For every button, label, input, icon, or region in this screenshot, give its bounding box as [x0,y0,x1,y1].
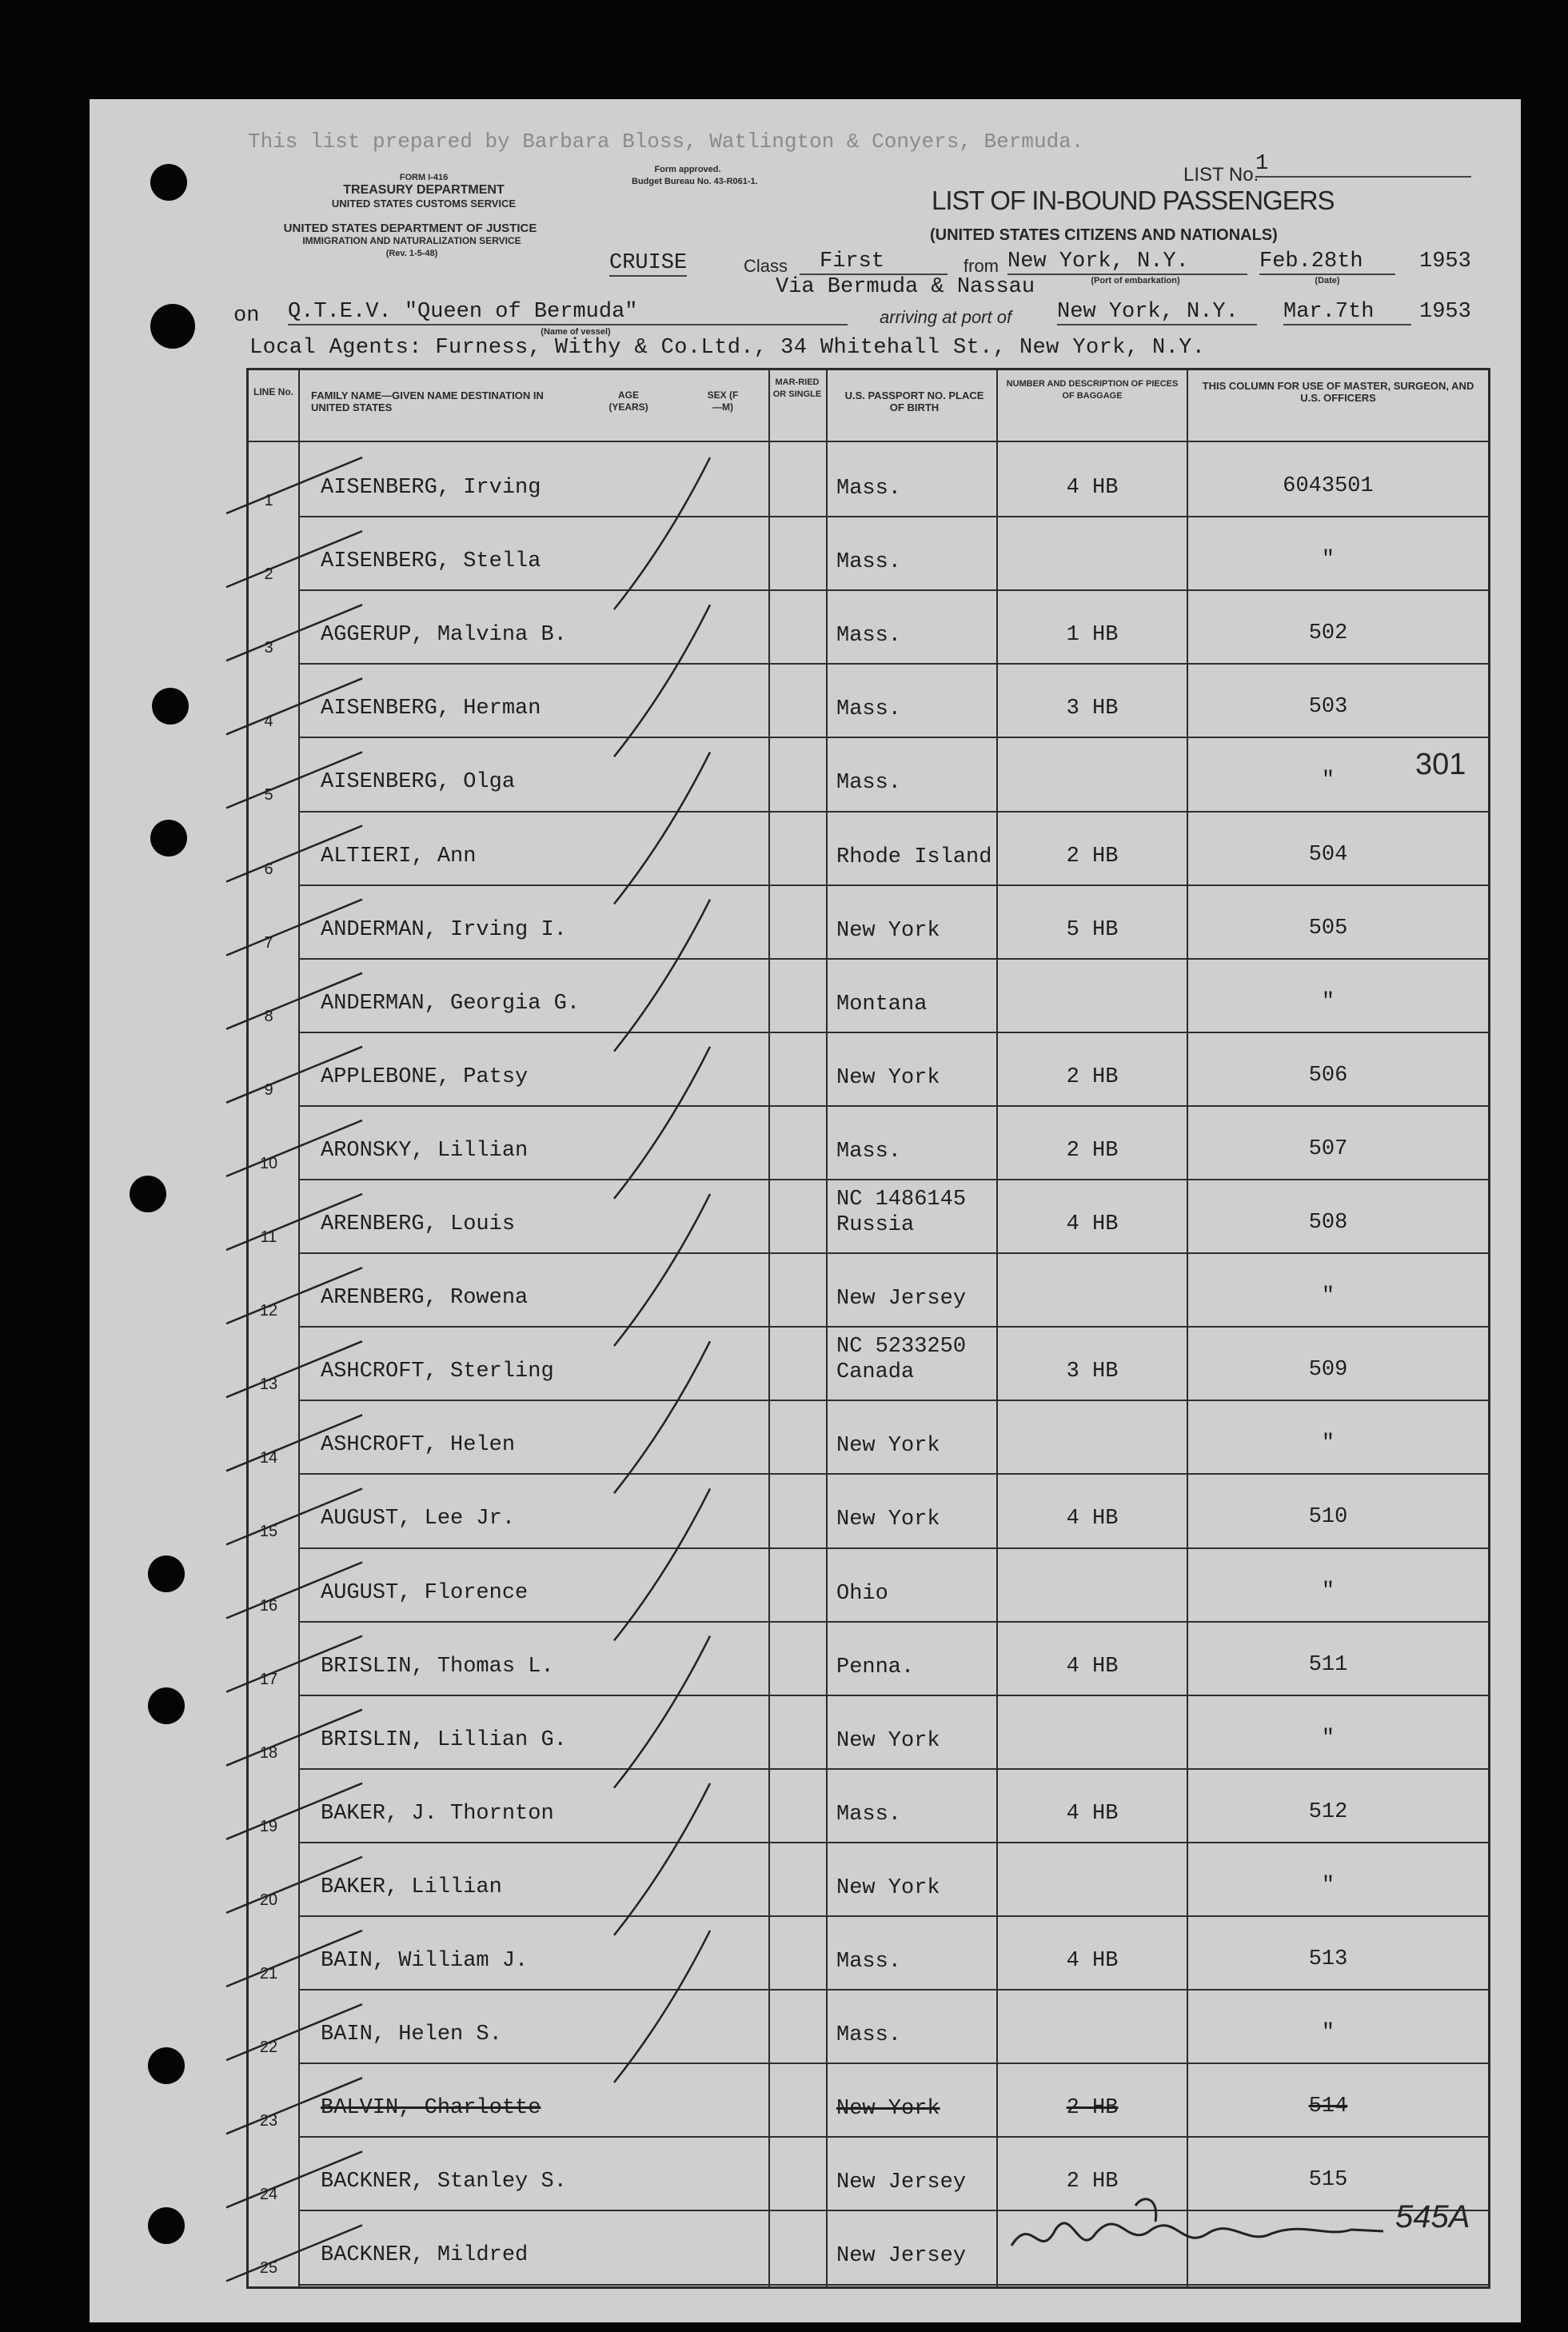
col-age: AGE (YEARS) [608,389,648,413]
check-mark [226,457,362,513]
passenger-name: ARENBERG, Rowena [321,1286,529,1311]
line-number: 9 [264,1080,273,1099]
check-mark [226,531,362,587]
line-number: 15 [259,1523,278,1541]
passenger-name: BRISLIN, Thomas L. [321,1654,554,1679]
officer-number: 505 [1308,916,1348,940]
line-number: 21 [259,1965,278,1983]
family-bracket-mark [614,1931,710,2082]
port-embarkation-caption: (Port of embarkation) [1091,276,1180,286]
line-number: 18 [259,1743,278,1762]
family-bracket-mark [614,1341,710,1493]
check-mark [226,2151,362,2207]
family-bracket-mark [614,752,710,904]
line-number: 6 [264,860,273,878]
check-mark [226,826,362,882]
passenger-name: BALVIN, Charlotte [321,2096,541,2121]
place-of-birth: Mass. [836,2023,902,2048]
officer-number: 502 [1308,621,1348,646]
line-number: 12 [259,1302,278,1320]
place-of-birth: Penna. [836,1655,915,1679]
from-label: from [964,256,999,276]
officer-number: 514 [1308,2094,1348,2119]
vessel-name: Q.T.E.V. "Queen of Bermuda" [288,300,848,325]
baggage-count: 2 HB [1066,2096,1119,2121]
check-mark [226,605,362,661]
budget-bureau: Budget Bureau No. 43-R061-1. [632,177,758,186]
departure-year: 1953 [1419,250,1471,274]
line-number: 19 [259,1817,278,1835]
line-number: 22 [259,2039,278,2057]
passenger-name: BAIN, Helen S. [321,2023,502,2047]
class-value: First [800,250,948,275]
passenger-name: ANDERMAN, Irving I. [321,917,567,942]
col-sex: SEX (F—M) [707,389,739,413]
baggage-count: 4 HB [1066,1654,1119,1679]
check-mark [226,1783,362,1839]
officer-number: 511 [1308,1652,1348,1677]
family-bracket-mark [614,1194,710,1346]
baggage-count: 4 HB [1066,1212,1119,1236]
passenger-name: AISENBERG, Olga [321,770,516,795]
cruise-label: CRUISE [609,251,688,275]
check-mark [226,1415,362,1471]
place-of-birth: New York [836,2097,940,2122]
place-of-birth: New York [836,1728,940,1753]
margin-note: 301 [1415,748,1466,781]
check-mark [226,752,362,808]
place-of-birth: Mass. [836,550,902,575]
baggage-count: 2 HB [1066,1138,1119,1163]
check-mark [226,1931,362,1987]
place-of-birth: New Jersey [836,1287,967,1312]
family-bracket-mark [614,1783,710,1935]
place-of-birth: Mass. [836,771,902,796]
vessel-caption: (Name of vessel) [541,327,611,337]
baggage-count: 4 HB [1066,1507,1119,1531]
list-subtitle: (UNITED STATES CITIZENS AND NATIONALS) [930,226,1278,244]
place-of-birth: NC 1486145 Russia [836,1188,967,1237]
form-number: FORM I-416 [399,173,449,182]
check-mark [226,1194,362,1250]
passenger-name: BRISLIN, Lillian G. [321,1727,567,1752]
check-mark [226,1120,362,1176]
place-of-birth: Ohio [836,1581,888,1606]
check-mark [226,1268,362,1324]
list-number-label: LIST No. [1183,164,1259,186]
arrival-port: New York, N.Y. [1057,300,1257,325]
officer-number: " [1321,1579,1335,1603]
officer-number: " [1321,769,1335,793]
family-bracket-mark [614,457,710,609]
place-of-birth: Mass. [836,1139,902,1164]
line-number: 3 [264,639,273,657]
col-line-no: LINE No. [253,386,293,397]
place-of-birth: New Jersey [836,2170,967,2195]
place-of-birth: New Jersey [836,2244,967,2269]
baggage-count: 2 HB [1066,844,1119,869]
departure-date: Feb.28th [1259,250,1395,275]
place-of-birth: Mass. [836,697,902,722]
officer-number: 507 [1308,1136,1348,1161]
place-of-birth: Montana [836,992,928,1016]
check-mark [226,2004,362,2060]
officer-number: 510 [1308,1505,1348,1530]
passenger-name: ASHCROFT, Helen [321,1433,516,1458]
officer-number: 504 [1308,842,1348,867]
list-title: LIST OF IN-BOUND PASSENGERS [932,186,1335,215]
place-of-birth: Mass. [836,477,902,501]
passenger-name: BACKNER, Stanley S. [321,2170,567,2194]
line-number: 24 [259,2186,278,2204]
passenger-name: BAKER, J. Thornton [321,1801,554,1826]
line-number: 11 [260,1228,277,1246]
via-route: Via Bermuda & Nassau [776,275,1035,299]
department-of-justice: UNITED STATES DEPARTMENT OF JUSTICE [283,222,537,235]
officer-number: 509 [1308,1358,1348,1383]
check-mark [226,1488,362,1544]
family-bracket-mark [614,1636,710,1788]
family-bracket-mark [614,1047,710,1199]
baggage-count: 2 HB [1066,2170,1119,2194]
prepared-by-line: This list prepared by Barbara Bloss, Watlington & Conyers, Bermuda. [248,130,1084,154]
arrival-year: 1953 [1419,300,1471,324]
col-passport: U.S. PASSPORT NO. PLACE OF BIRTH [844,389,984,413]
place-of-birth: New York [836,1434,940,1459]
class-label: Class [744,256,788,276]
line-number: 8 [264,1007,273,1025]
officer-number: 503 [1308,695,1348,720]
passenger-name: AISENBERG, Irving [321,476,541,500]
officer-number: 508 [1308,1211,1348,1235]
check-mark [226,1710,362,1766]
place-of-birth: New York [836,1065,940,1090]
passenger-name: AISENBERG, Stella [321,549,541,574]
baggage-count: 4 HB [1066,1801,1119,1826]
passenger-name: APPLEBONE, Patsy [321,1064,529,1089]
col-name: FAMILY NAME—GIVEN NAME DESTINATION IN UNITED STATES [311,389,544,413]
revision-date: (Rev. 1-5-48) [385,249,438,258]
line-number: 25 [259,2259,278,2278]
check-mark [226,2225,362,2281]
line-number: 4 [264,713,273,731]
line-number: 7 [264,933,273,952]
baggage-count: 4 HB [1066,476,1119,500]
passenger-name: ALTIERI, Ann [321,844,477,869]
place-of-birth: New York [836,1507,940,1532]
place-of-birth: New York [836,918,940,943]
baggage-count: 4 HB [1066,1949,1119,1973]
passenger-name: AUGUST, Lee Jr. [321,1507,516,1531]
passenger-name: BACKNER, Mildred [321,2243,529,2268]
form-approved: Form approved. [654,165,721,174]
line-number: 1 [264,492,273,509]
place-of-birth: New York [836,1875,940,1900]
officer-number: " [1321,1284,1335,1309]
on-label: on [233,304,260,328]
passenger-name: AGGERUP, Malvina B. [321,623,567,648]
place-of-birth: Mass. [836,624,902,649]
arriving-label: arriving at port of [880,307,1012,327]
customs-service: UNITED STATES CUSTOMS SERVICE [331,198,517,210]
treasury-department: TREASURY DEPARTMENT [343,183,505,197]
officer-number: " [1321,548,1335,573]
officer-number: 6043501 [1283,474,1374,498]
check-mark [226,900,362,956]
date-caption: (Date) [1315,276,1340,286]
passenger-name: AUGUST, Florence [321,1580,529,1605]
place-of-birth: Mass. [836,1802,902,1827]
line-number: 2 [264,565,273,584]
line-number: 17 [259,1670,278,1688]
check-mark [226,1563,362,1619]
passenger-name: ASHCROFT, Sterling [321,1360,554,1384]
signature-note: 545A [1395,2199,1470,2234]
line-number: 13 [259,1376,278,1394]
line-number: 14 [259,1449,278,1467]
family-bracket-mark [614,605,710,757]
col-married: MAR-RIED OR SINGLE [772,377,822,399]
passenger-name: ARENBERG, Louis [321,1212,516,1236]
officer-number: " [1321,1432,1335,1456]
col-baggage: NUMBER AND DESCRIPTION OF PIECES OF BAGGAGE [1006,379,1179,401]
place-of-birth: Mass. [836,1950,902,1974]
arrival-date: Mar.7th [1283,300,1411,325]
from-port: New York, N.Y. [1007,250,1247,275]
officer-number: 512 [1308,1799,1348,1824]
passenger-name: ARONSKY, Lillian [321,1138,529,1163]
officer-number: 506 [1308,1063,1348,1088]
officer-number: " [1321,1873,1335,1898]
family-bracket-mark [614,900,710,1052]
officer-number: 515 [1308,2168,1348,2193]
place-of-birth: NC 5233250 Canada [836,1335,967,1385]
local-agents: Local Agents: Furness, Withy & Co.Ltd., 34 Whitehall St., New York, N.Y. [249,336,1206,360]
baggage-count: 2 HB [1066,1064,1119,1089]
list-number-value: 1 [1255,152,1471,178]
baggage-count: 1 HB [1066,623,1119,648]
line-number: 20 [259,1891,278,1909]
check-mark [226,1857,362,1913]
passenger-name: BAKER, Lillian [321,1875,502,1899]
baggage-count: 3 HB [1066,697,1119,721]
line-number: 23 [259,2112,278,2130]
line-number: 16 [259,1596,278,1615]
officer-number: " [1321,2021,1335,2046]
col-officers: THIS COLUMN FOR USE OF MASTER, SURGEON, AND U.S. OFFICERS [1202,380,1474,404]
check-mark [226,678,362,734]
passenger-name: ANDERMAN, Georgia G. [321,991,581,1016]
baggage-count: 5 HB [1066,917,1119,942]
officer-number: " [1321,1726,1335,1751]
check-mark [226,973,362,1029]
line-number: 5 [264,786,273,805]
check-mark [226,1636,362,1692]
immigration-service: IMMIGRATION AND NATURALIZATION SERVICE [302,235,521,246]
family-bracket-mark [614,1488,710,1640]
passenger-name: BAIN, William J. [321,1949,529,1973]
check-mark [226,2078,362,2134]
check-mark [226,1341,362,1397]
baggage-count: 3 HB [1066,1360,1119,1384]
line-number: 10 [259,1154,278,1172]
officer-number: 513 [1308,1947,1348,1971]
passenger-name: AISENBERG, Herman [321,697,541,721]
check-mark [226,1047,362,1103]
officer-number: " [1321,989,1335,1014]
place-of-birth: Rhode Island [836,845,992,869]
